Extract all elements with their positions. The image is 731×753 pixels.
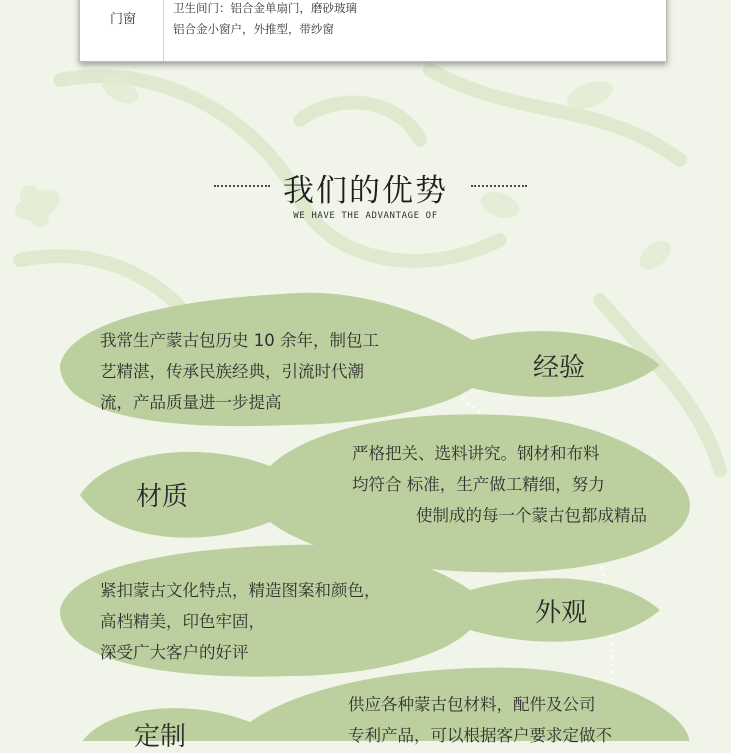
spec-table [79,0,667,62]
advantage-label: 经验 [533,353,586,383]
advantage-line: 均符合 标准，生产做工精细，努力 [352,475,605,494]
table-line: 铝合金小窗户，外推型，带纱窗 [173,22,334,36]
advantage-line: 严格把关、选料讲究。钢材和布料 [352,444,600,463]
dotted-rule-left [214,185,270,187]
advantage-line: 高档精美，印色牢固， [100,612,265,631]
advantage-text [100,575,381,668]
table-line: 卫生间门：铝合金单扇门，磨砂玻璃 [173,1,357,15]
advantage-line: 深受广大客户的好评 [100,643,249,662]
advantage-line: 专利产品，可以根据客户要求定做不 [348,726,612,745]
dotted-rule-right [471,185,527,187]
section-title: 我们的优势 [283,173,448,209]
table-divider [163,0,164,61]
advantage-line: 使制成的每一个蒙古包都成精品 [416,506,647,525]
table-category: 门窗 [110,12,137,27]
section-subtitle: WE HAVE THE ADVANTAGE OF [293,211,438,221]
advantage-line: 艺精湛，传承民族经典，引流时代潮 [100,362,364,381]
advantage-text [352,438,647,531]
advantage-line: 紧扣蒙古文化特点，精造图案和颜色， [100,581,381,600]
advantage-line: 流，产品质量进一步提高 [100,393,282,412]
advantage-text [348,689,612,751]
advantage-label: 材质 [136,482,189,512]
advantage-text [100,325,379,418]
section-heading [0,165,731,210]
advantage-line: 供应各种蒙古包材料，配件及公司 [348,695,596,714]
advantage-line: 我常生产蒙古包历史 10 余年，制包工 [100,331,379,350]
advantage-label: 定制 [134,722,187,752]
advantage-label: 外观 [535,598,588,628]
